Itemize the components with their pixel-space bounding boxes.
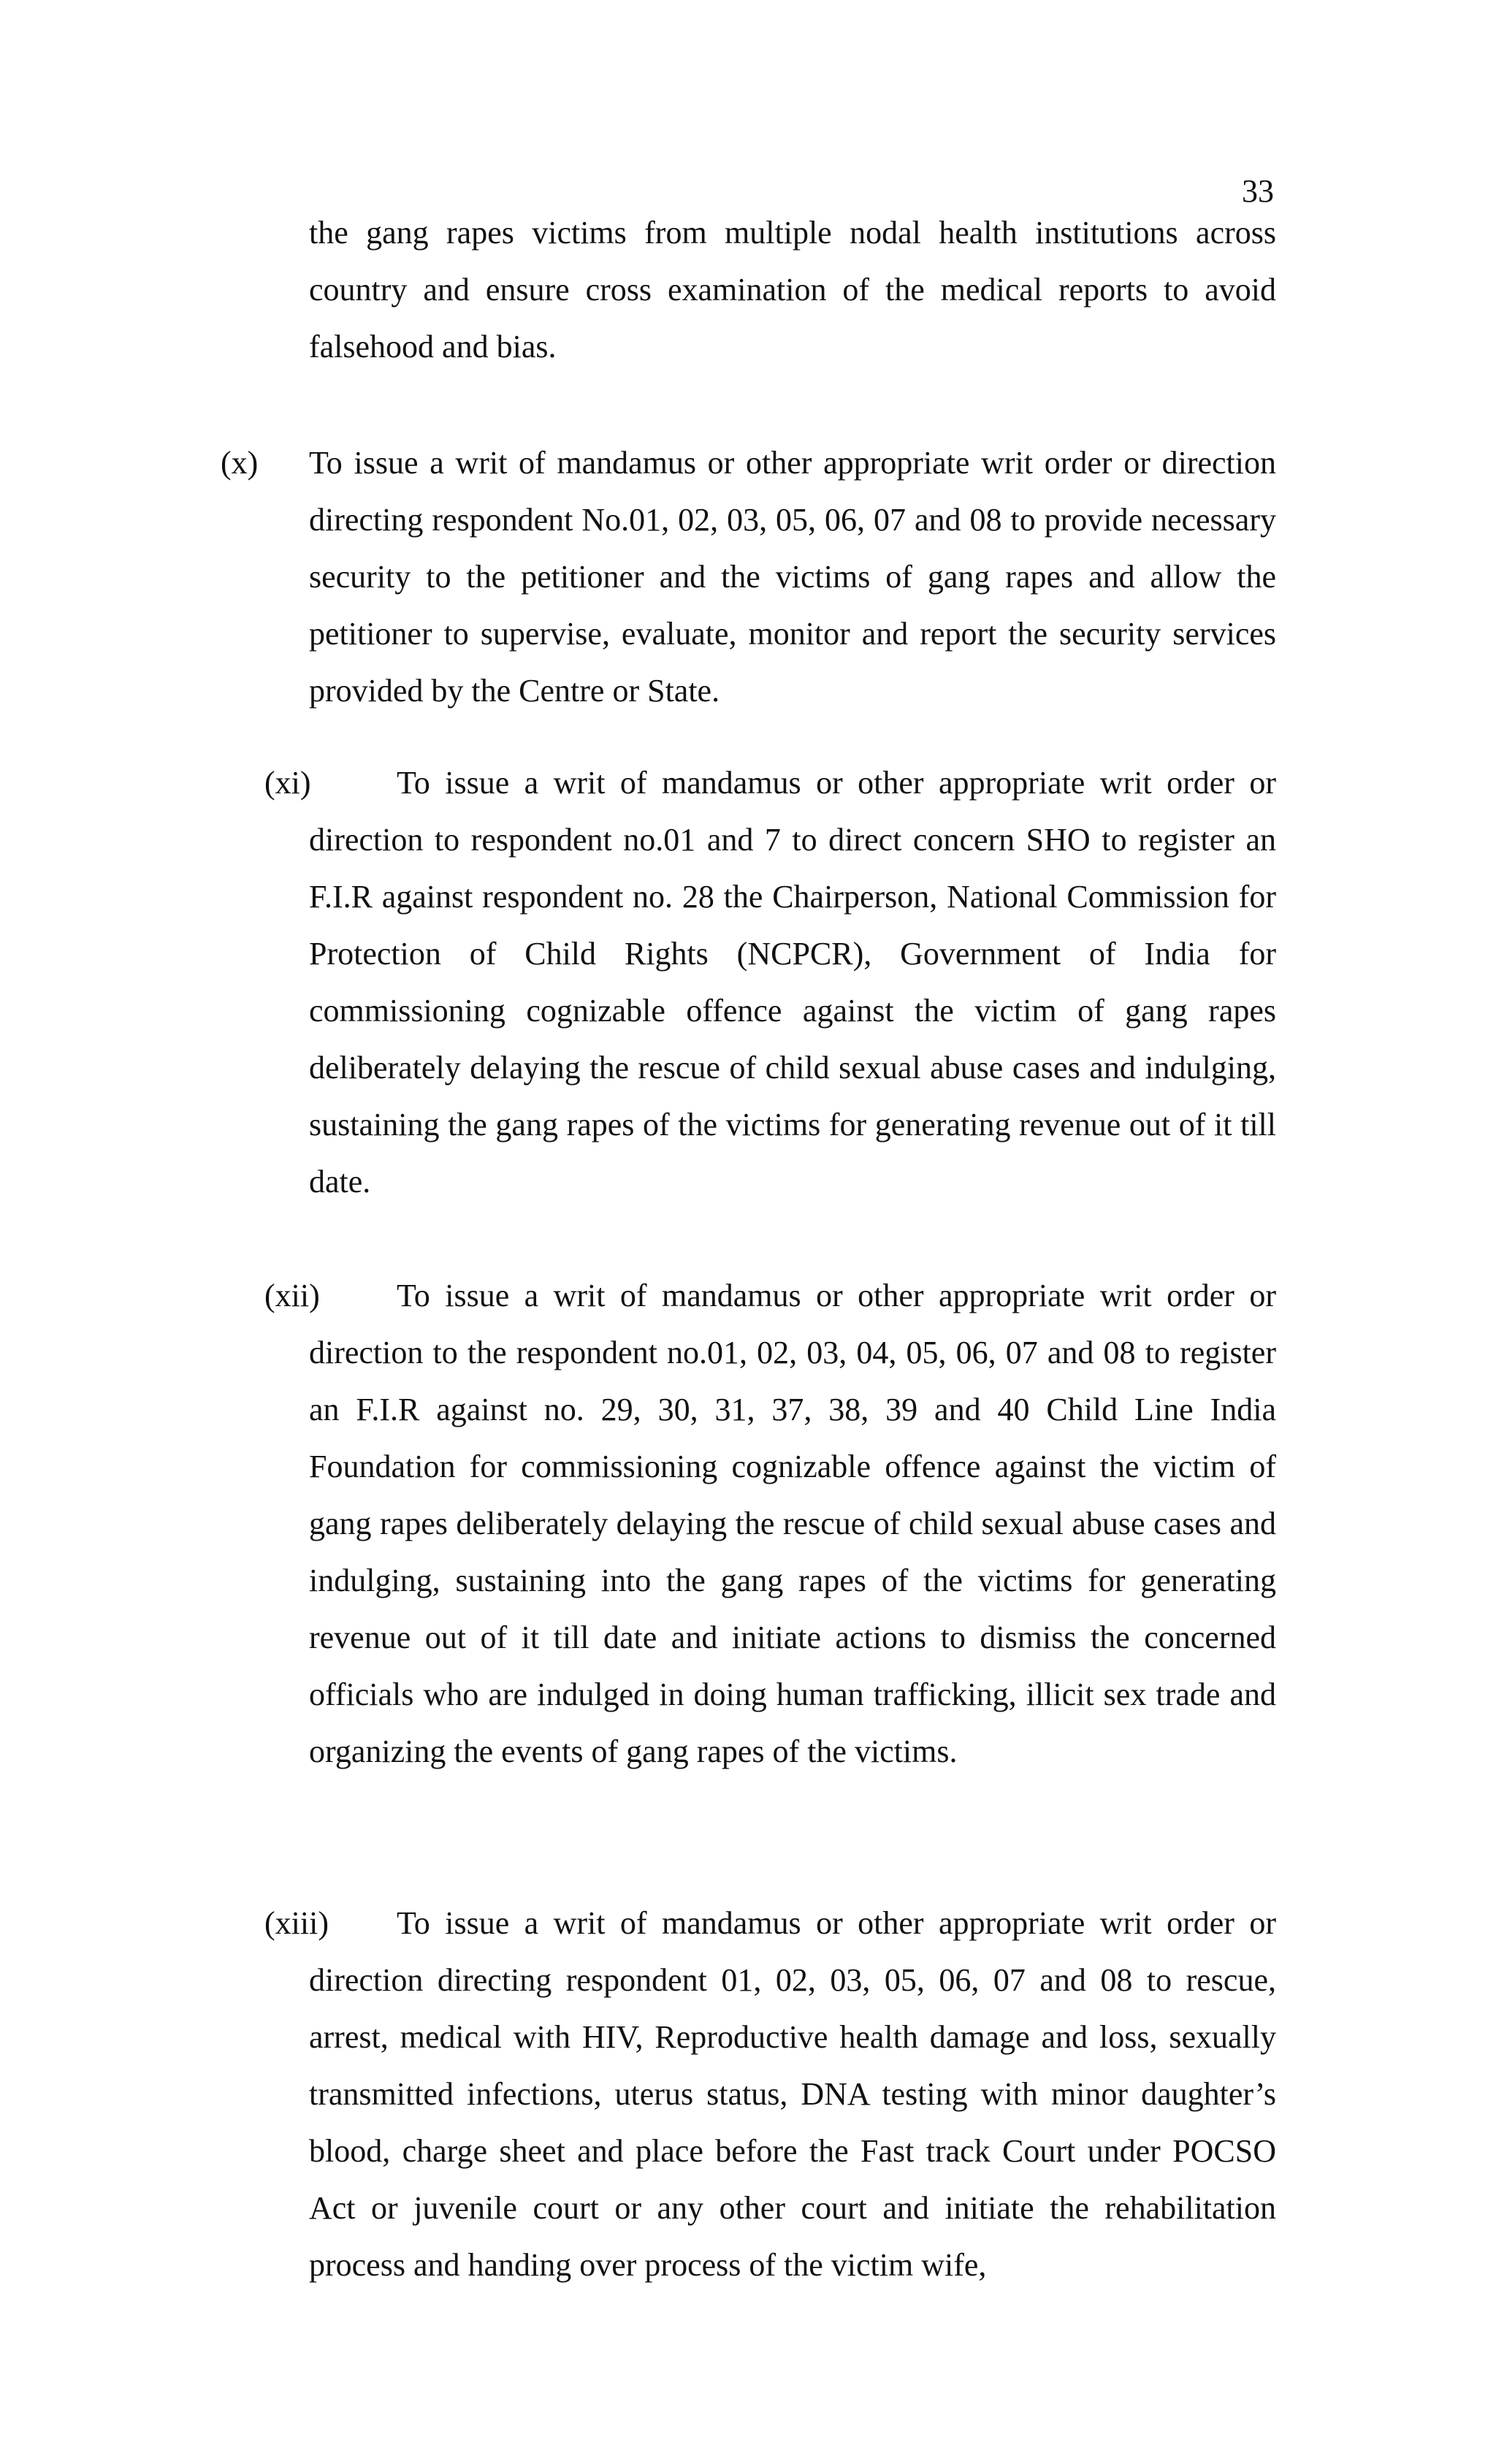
paragraph-text: To issue a writ of mandamus or other appropriate writ order or direction to the respondent no.01, 02, 03, 04, 05, 06, 07 and 08 to register an F.I.R against no. 29, 30, 31, 37, 38, 39 and 40 Child Line India Foundation for commissioning cognizable offence against the victim of gang rapes deliberately delaying the rescue of child sexual abuse cases and indulging, sustaining into the gang rapes of the victims for generating revenue out of it till date and initiate actions to dismiss the concerned officials who are indulged in doing human trafficking, illicit sex trade and organizing the events of gang rapes of the victims. xyxy=(309,1278,1276,1769)
paragraph-marker: (xi) xyxy=(264,765,311,801)
paragraph-marker: (x) xyxy=(221,445,259,481)
paragraph-text: the gang rapes victims from multiple nodal health institutions across country and ensure cross examination of the medical reports to avoid falsehood and bias. xyxy=(309,215,1276,365)
paragraph-marker: (xiii) xyxy=(264,1905,329,1941)
paragraph-text: To issue a writ of mandamus or other appropriate writ order or direction to respondent no.01 and 7 to direct concern SHO to register an F.I.R against respondent no. 28 the Chairperson, National Commission for Protection of Child Rights (NCPCR), Government of India for commissioning cognizable offence against the victim of gang rapes deliberately delaying the rescue of child sexual abuse cases and indulging, sustaining the gang rapes of the victims for generating revenue out of it till date. xyxy=(309,765,1276,1199)
page-number: 33 xyxy=(1242,173,1274,209)
paragraph-text: To issue a writ of mandamus or other appropriate writ order or direction directing respondent 01, 02, 03, 05, 06, 07 and 08 to rescue, arrest, medical with HIV, Reproductive health damage and loss, sexually transmitted infections, uterus status, DNA testing with minor daughter’s blood, charge sheet and place before the Fast track Court under POCSO Act or juvenile court or any other court and initiate the rehabilitation process and handing over process of the victim wife, xyxy=(309,1905,1276,2283)
paragraph-marker: (xii) xyxy=(264,1278,320,1313)
paragraph-text: To issue a writ of mandamus or other appropriate writ order or direction directing respondent No.01, 02, 03, 05, 06, 07 and 08 to provide necessary security to the petitioner and the victims of gang rapes and allow the petitioner to supervise, evaluate, monitor and report the security services provided by the Centre or State. xyxy=(309,445,1276,709)
